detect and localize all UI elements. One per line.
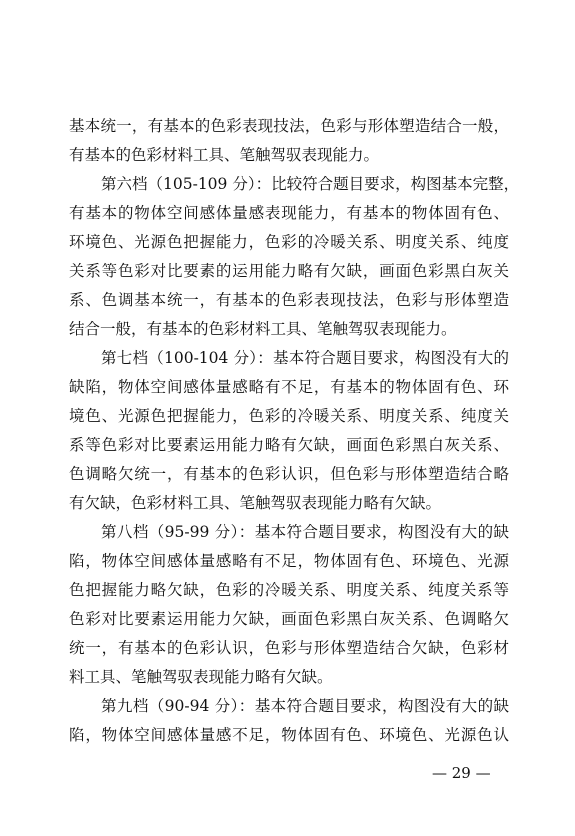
text-line: 缺陷，物体空间感体量感略有不足，有基本的物体固有色、环	[69, 378, 509, 396]
text-line: 关系等色彩对比要素的运用能力略有欠缺，画面色彩黑白灰关	[69, 262, 509, 280]
text-line: 统一，有基本的色彩认识，色彩与形体塑造结合欠缺，色彩材	[69, 639, 509, 657]
text-line: 境色、光源色把握能力，色彩的冷暖关系、明度关系、纯度关	[69, 407, 509, 425]
text-line: 陷，物体空间感体量感略有不足，物体固有色、环境色、光源	[69, 552, 509, 570]
page-number: — 29 —	[432, 764, 491, 782]
text-line: 陷，物体空间感体量感不足，物体固有色、环境色、光源色认	[69, 726, 509, 744]
text-line: 第七档（100-104 分）：基本符合题目要求，构图没有大的	[101, 349, 509, 367]
document-body	[69, 112, 520, 750]
text-line: 第六档（105-109 分）：比较符合题目要求，构图基本完整，	[101, 175, 520, 193]
text-line: 有基本的物体空间感体量感表现能力，有基本的物体固有色、	[69, 204, 509, 222]
text-line: 有欠缺，色彩材料工具、笔触驾驭表现能力略有欠缺。	[69, 494, 442, 512]
text-line: 系等色彩对比要素运用能力略有欠缺，画面色彩黑白灰关系、	[69, 436, 509, 454]
text-line: 第八档（95-99 分）：基本符合题目要求，构图没有大的缺	[101, 523, 509, 541]
text-line: 料工具、笔触驾驭表现能力略有欠缺。	[69, 668, 333, 686]
text-line: 色把握能力略欠缺，色彩的冷暖关系、明度关系、纯度关系等	[69, 581, 509, 599]
text-line: 色调略欠统一，有基本的色彩认识，但色彩与形体塑造结合略	[69, 465, 509, 483]
text-line: 结合一般，有基本的色彩材料工具、笔触驾驭表现能力。	[69, 320, 457, 338]
text-line: 基本统一，有基本的色彩表现技法，色彩与形体塑造结合一般，	[69, 117, 509, 135]
text-line: 系、色调基本统一，有基本的色彩表现技法，色彩与形体塑造	[69, 291, 509, 309]
text-line: 环境色、光源色把握能力，色彩的冷暖关系、明度关系、纯度	[69, 233, 509, 251]
text-line: 色彩对比要素运用能力欠缺，画面色彩黑白灰关系、色调略欠	[69, 610, 509, 628]
text-line: 有基本的色彩材料工具、笔触驾驭表现能力。	[69, 146, 380, 164]
text-line: 第九档（90-94 分）：基本符合题目要求，构图没有大的缺	[101, 697, 509, 715]
